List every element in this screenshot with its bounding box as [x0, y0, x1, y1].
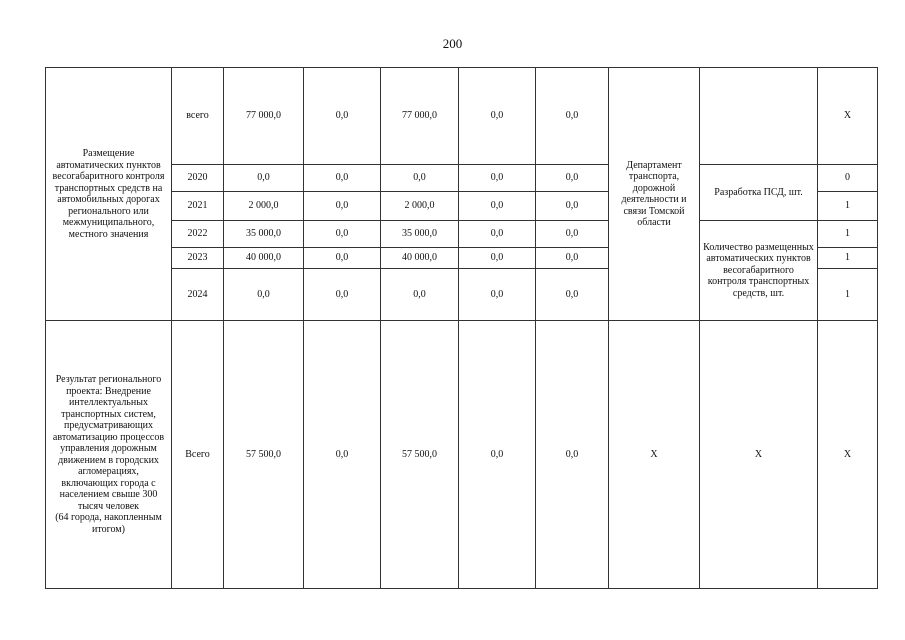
amount-cell: 0,0 [536, 248, 609, 269]
amount-cell: 0,0 [224, 269, 304, 321]
amount-cell: 40 000,0 [224, 248, 304, 269]
year-cell: 2020 [172, 165, 224, 192]
amount-cell: 0,0 [536, 321, 609, 589]
plan-value-cell: X [818, 68, 878, 165]
executor-cell: Департамент транспорта, дорожной деятельности и связи Томской области [609, 68, 700, 321]
measure-name-cell: Размещение автоматических пунктов весогабаритного контроля транспортных средств на автомобильных дорогах регионального или межмуниципального, местного значения [46, 68, 172, 321]
year-cell: всего [172, 68, 224, 165]
amount-cell: 2 000,0 [381, 192, 459, 221]
amount-cell: 0,0 [381, 165, 459, 192]
amount-cell: 35 000,0 [224, 221, 304, 248]
amount-cell: 0,0 [304, 68, 381, 165]
program-table [45, 67, 878, 589]
indicator-cell [700, 68, 818, 165]
amount-cell: 40 000,0 [381, 248, 459, 269]
table-row [46, 321, 878, 589]
amount-cell: 0,0 [304, 165, 381, 192]
year-cell: 2022 [172, 221, 224, 248]
amount-cell: 0,0 [381, 269, 459, 321]
plan-value-cell: X [818, 321, 878, 589]
amount-cell: 0,0 [304, 269, 381, 321]
indicator-cell: Разработка ПСД, шт. [700, 165, 818, 221]
table-row [46, 68, 878, 165]
amount-cell: 0,0 [536, 221, 609, 248]
amount-cell: 0,0 [459, 269, 536, 321]
indicator-cell: X [700, 321, 818, 589]
plan-value-cell: 1 [818, 248, 878, 269]
amount-cell: 0,0 [459, 68, 536, 165]
amount-cell: 57 500,0 [381, 321, 459, 589]
page-number: 200 [442, 36, 463, 51]
year-cell: 2021 [172, 192, 224, 221]
amount-cell: 0,0 [224, 165, 304, 192]
year-cell: 2024 [172, 269, 224, 321]
amount-cell: 0,0 [459, 221, 536, 248]
amount-cell: 77 000,0 [224, 68, 304, 165]
indicator-cell: Количество размещенных автоматических пунктов весогабаритного контроля транспортных средств, шт. [700, 221, 818, 321]
amount-cell: 0,0 [304, 321, 381, 589]
amount-cell: 2 000,0 [224, 192, 304, 221]
amount-cell: 0,0 [536, 269, 609, 321]
plan-value-cell: 0 [818, 165, 878, 192]
amount-cell: 57 500,0 [224, 321, 304, 589]
year-cell: 2023 [172, 248, 224, 269]
year-cell: Всего [172, 321, 224, 589]
plan-value-cell: 1 [818, 192, 878, 221]
amount-cell: 0,0 [459, 192, 536, 221]
amount-cell: 0,0 [536, 192, 609, 221]
amount-cell: 0,0 [459, 248, 536, 269]
amount-cell: 77 000,0 [381, 68, 459, 165]
amount-cell: 0,0 [304, 221, 381, 248]
amount-cell: 0,0 [459, 321, 536, 589]
plan-value-cell: 1 [818, 221, 878, 248]
result-name-cell: Результат регионального проекта: Внедрение интеллектуальных транспортных систем, предусматривающих автоматизацию процессов управления дорожным движением в городских агломерациях, включающих города с населением свыше 300 тысяч человек (64 города, накопленным итогом) [46, 321, 172, 589]
amount-cell: 0,0 [304, 192, 381, 221]
executor-cell: X [609, 321, 700, 589]
amount-cell: 0,0 [536, 165, 609, 192]
amount-cell: 0,0 [304, 248, 381, 269]
amount-cell: 0,0 [459, 165, 536, 192]
plan-value-cell: 1 [818, 269, 878, 321]
amount-cell: 35 000,0 [381, 221, 459, 248]
amount-cell: 0,0 [536, 68, 609, 165]
